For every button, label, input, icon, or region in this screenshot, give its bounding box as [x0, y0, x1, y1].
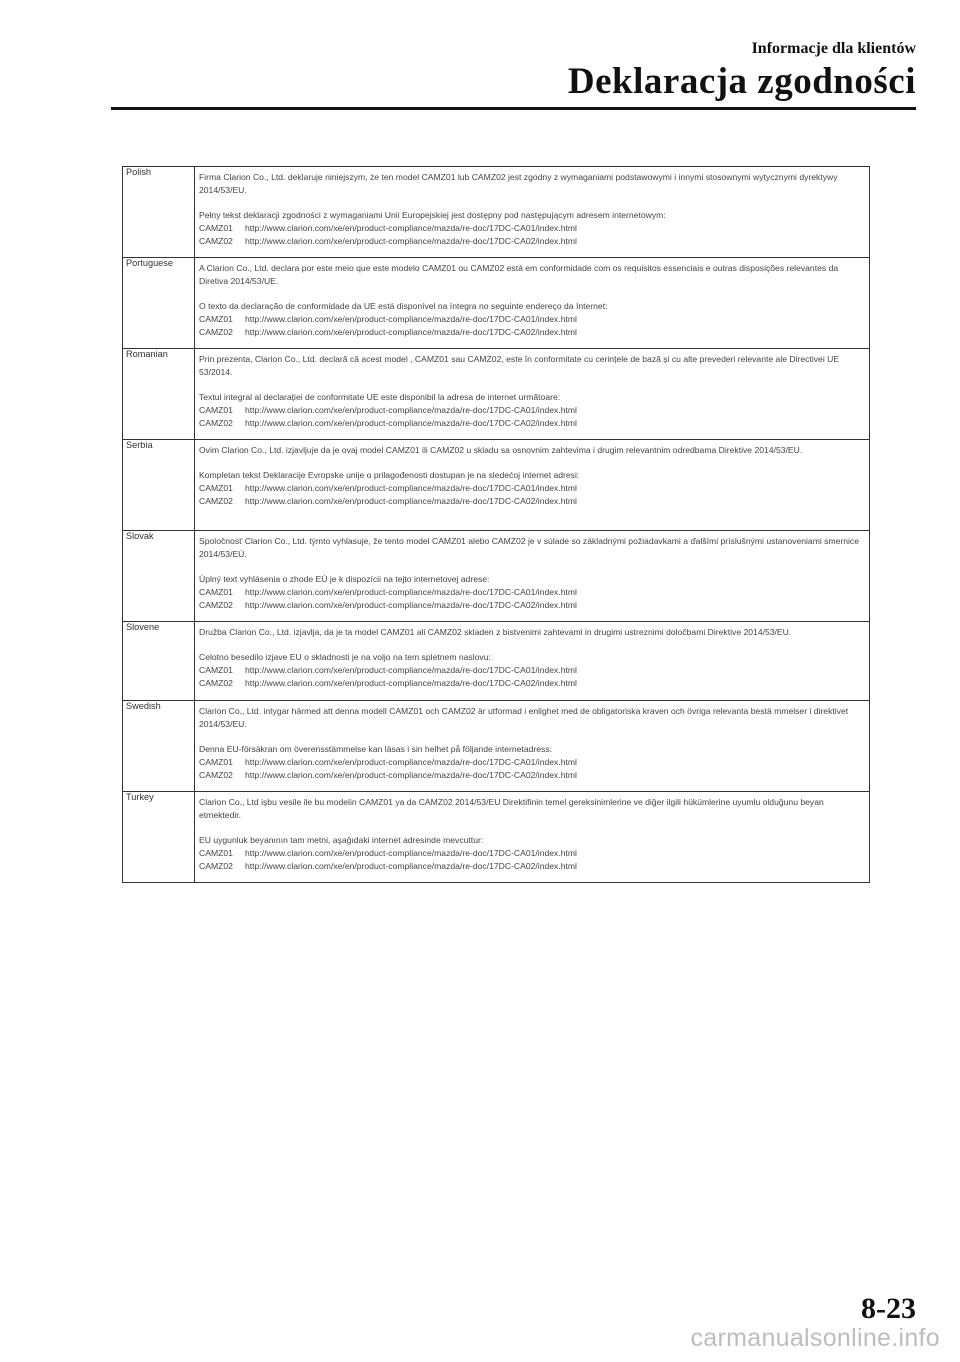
table-row [123, 349, 870, 440]
model-code: CAMZ01 [199, 483, 233, 493]
declaration-url: http://www.clarion.com/xe/en/product-compliance/mazda/re-doc/17DC-CA01/index.html [245, 587, 577, 597]
declaration-text: Družba Clarion Co., Ltd. izjavlja, da je ta model CAMZ01 ali CAMZ02 skladen z bistvenimi zahtevami in drugimi ustreznimi določbami Direktive 2014/53/EU. [199, 627, 792, 637]
table-row [123, 701, 870, 792]
language-cell: Serbia [123, 440, 195, 531]
declaration-url: http://www.clarion.com/xe/en/product-compliance/mazda/re-doc/17DC-CA02/index.html [245, 327, 577, 337]
declaration-text: Ovim Clarion Co., Ltd. izjavljuje da je ovaj model CAMZ01 ili CAMZ02 u skladu sa osnovnim zahtevima i drugim relevantnim odredbama Direktive 2014/53/EU. [199, 445, 803, 455]
full-text-note: Pełny tekst deklaracji zgodności z wymaganiami Unii Europejskiej jest dostępny pod następującym adresem internetowym: [199, 210, 666, 220]
declaration-url: http://www.clarion.com/xe/en/product-compliance/mazda/re-doc/17DC-CA02/index.html [245, 418, 577, 428]
declaration-text: A Clarion Co., Ltd. declara por este meio que este modelo CAMZ01 ou CAMZ02 está em conformidade com os requisitos essenciais e outras disposições relevantes da Diretiva 2014/53/UE. [199, 263, 839, 286]
declaration-url: http://www.clarion.com/xe/en/product-compliance/mazda/re-doc/17DC-CA01/index.html [245, 483, 577, 493]
model-code: CAMZ02 [199, 678, 233, 688]
section-label: Informacje dla klientów [751, 40, 916, 57]
model-code: CAMZ02 [199, 496, 233, 506]
page-number: 8-23 [861, 1292, 916, 1325]
declaration-url: http://www.clarion.com/xe/en/product-compliance/mazda/re-doc/17DC-CA01/index.html [245, 314, 577, 324]
declaration-text: Prin prezenta, Clarion Co., Ltd. declară că acest model , CAMZ01 sau CAMZ02, este în conformitate cu cerințele de bază și cu alte prevederi relevante ale Directivei UE 53/2014. [199, 354, 840, 377]
header-rule [111, 107, 916, 110]
model-code: CAMZ01 [199, 405, 233, 415]
url-row [199, 326, 866, 339]
declaration-cell [195, 701, 870, 792]
url-row [199, 222, 866, 235]
table-row [123, 531, 870, 622]
declaration-url: http://www.clarion.com/xe/en/product-compliance/mazda/re-doc/17DC-CA02/index.html [245, 770, 577, 780]
language-cell: Portuguese [123, 258, 195, 349]
declaration-cell [195, 792, 870, 883]
declaration-url: http://www.clarion.com/xe/en/product-compliance/mazda/re-doc/17DC-CA01/index.html [245, 848, 577, 858]
declaration-cell [195, 531, 870, 622]
language-cell: Swedish [123, 701, 195, 792]
model-code: CAMZ01 [199, 314, 233, 324]
url-row [199, 756, 866, 769]
declaration-url: http://www.clarion.com/xe/en/product-compliance/mazda/re-doc/17DC-CA01/index.html [245, 405, 577, 415]
language-cell: Romanian [123, 349, 195, 440]
declaration-url: http://www.clarion.com/xe/en/product-compliance/mazda/re-doc/17DC-CA02/index.html [245, 861, 577, 871]
language-cell: Slovene [123, 622, 195, 701]
full-text-note: EU uygunluk beyanının tam metni, aşağıdaki internet adresinde mevcuttur: [199, 835, 484, 845]
url-row [199, 417, 866, 430]
url-row [199, 769, 866, 782]
declaration-url: http://www.clarion.com/xe/en/product-compliance/mazda/re-doc/17DC-CA01/index.html [245, 665, 577, 675]
url-row [199, 495, 866, 508]
declaration-cell [195, 167, 870, 258]
model-code: CAMZ02 [199, 327, 233, 337]
full-text-note: Celotno besedilo izjave EU o skladnosti je na voljo na tem spletnem naslovu: [199, 652, 491, 662]
declaration-cell [195, 349, 870, 440]
declaration-text: Firma Clarion Co., Ltd. deklaruje niniejszym, że ten model CAMZ01 lub CAMZ02 jest zgodny z wymaganiami podstawowymi i innymi stosownymi wytycznymi dyrektywy 2014/53/EU. [199, 172, 838, 195]
declaration-text: Clarion Co., Ltd. intygar härmed att denna modell CAMZ01 och CAMZ02 är utformad i enlighet med de obligatoriska kraven och övriga relevanta bestä mmelser i direktivet 2014/53/EU. [199, 706, 849, 729]
declaration-url: http://www.clarion.com/xe/en/product-compliance/mazda/re-doc/17DC-CA02/index.html [245, 496, 577, 506]
table-row [123, 792, 870, 883]
url-row [199, 404, 866, 417]
declaration-url: http://www.clarion.com/xe/en/product-compliance/mazda/re-doc/17DC-CA01/index.html [245, 757, 577, 767]
model-code: CAMZ01 [199, 587, 233, 597]
full-text-note: Denna EU-försäkran om överensstämmelse kan läsas i sin helhet på följande internetadress: [199, 744, 553, 754]
model-code: CAMZ02 [199, 770, 233, 780]
url-row [199, 860, 866, 873]
language-cell: Polish [123, 167, 195, 258]
full-text-note: Úplný text vyhlásenia o zhode EÚ je k dispozícii na tejto internetovej adrese: [199, 574, 490, 584]
url-row [199, 677, 866, 690]
model-code: CAMZ02 [199, 600, 233, 610]
watermark: carmanualsonline.info [690, 1324, 940, 1352]
model-code: CAMZ02 [199, 418, 233, 428]
url-row [199, 313, 866, 326]
model-code: CAMZ01 [199, 757, 233, 767]
declaration-url: http://www.clarion.com/xe/en/product-compliance/mazda/re-doc/17DC-CA01/index.html [245, 223, 577, 233]
declaration-url: http://www.clarion.com/xe/en/product-compliance/mazda/re-doc/17DC-CA02/index.html [245, 600, 577, 610]
url-row [199, 235, 866, 248]
url-row [199, 482, 866, 495]
model-code: CAMZ02 [199, 236, 233, 246]
full-text-note: O texto da declaração de conformidade da UE está disponível na íntegra no seguinte endereço da Internet: [199, 301, 608, 311]
page-title: Deklaracja zgodności [567, 61, 916, 102]
url-row [199, 847, 866, 860]
url-row [199, 599, 866, 612]
declaration-cell [195, 440, 870, 531]
table-row [123, 622, 870, 701]
language-cell: Slovak [123, 531, 195, 622]
declaration-text: Clarion Co., Ltd işbu vesile ile bu modelin CAMZ01 ya da CAMZ02 2014/53/EU Direktifinin temel gereksinimlerine ve diğer ilgili hükümlerine uyumlu olduğunu beyan etmektedir. [199, 797, 824, 820]
declaration-table [122, 166, 870, 883]
full-text-note: Kompletan tekst Deklaracije Evropske unije o prilagođenosti dostupan je na sledećoj internet adresi: [199, 470, 580, 480]
declaration-cell [195, 622, 870, 701]
language-cell: Turkey [123, 792, 195, 883]
model-code: CAMZ01 [199, 223, 233, 233]
url-row [199, 664, 866, 677]
model-code: CAMZ01 [199, 848, 233, 858]
declaration-url: http://www.clarion.com/xe/en/product-compliance/mazda/re-doc/17DC-CA02/index.html [245, 678, 577, 688]
table-row [123, 258, 870, 349]
model-code: CAMZ02 [199, 861, 233, 871]
declaration-cell [195, 258, 870, 349]
declaration-text: Spoločnosť Clarion Co., Ltd. týmto vyhlasuje, že tento model CAMZ01 alebo CAMZ02 je v súlade so základnými požiadavkami a ďalšími príslušnými ustanoveniami smernice 2014/53/EÚ. [199, 536, 860, 559]
table-row [123, 440, 870, 531]
table-row [123, 167, 870, 258]
url-row [199, 586, 866, 599]
full-text-note: Textul integral al declarației de conformitate UE este disponibil la adresa de internet următoare: [199, 392, 561, 402]
model-code: CAMZ01 [199, 665, 233, 675]
declaration-url: http://www.clarion.com/xe/en/product-compliance/mazda/re-doc/17DC-CA02/index.html [245, 236, 577, 246]
